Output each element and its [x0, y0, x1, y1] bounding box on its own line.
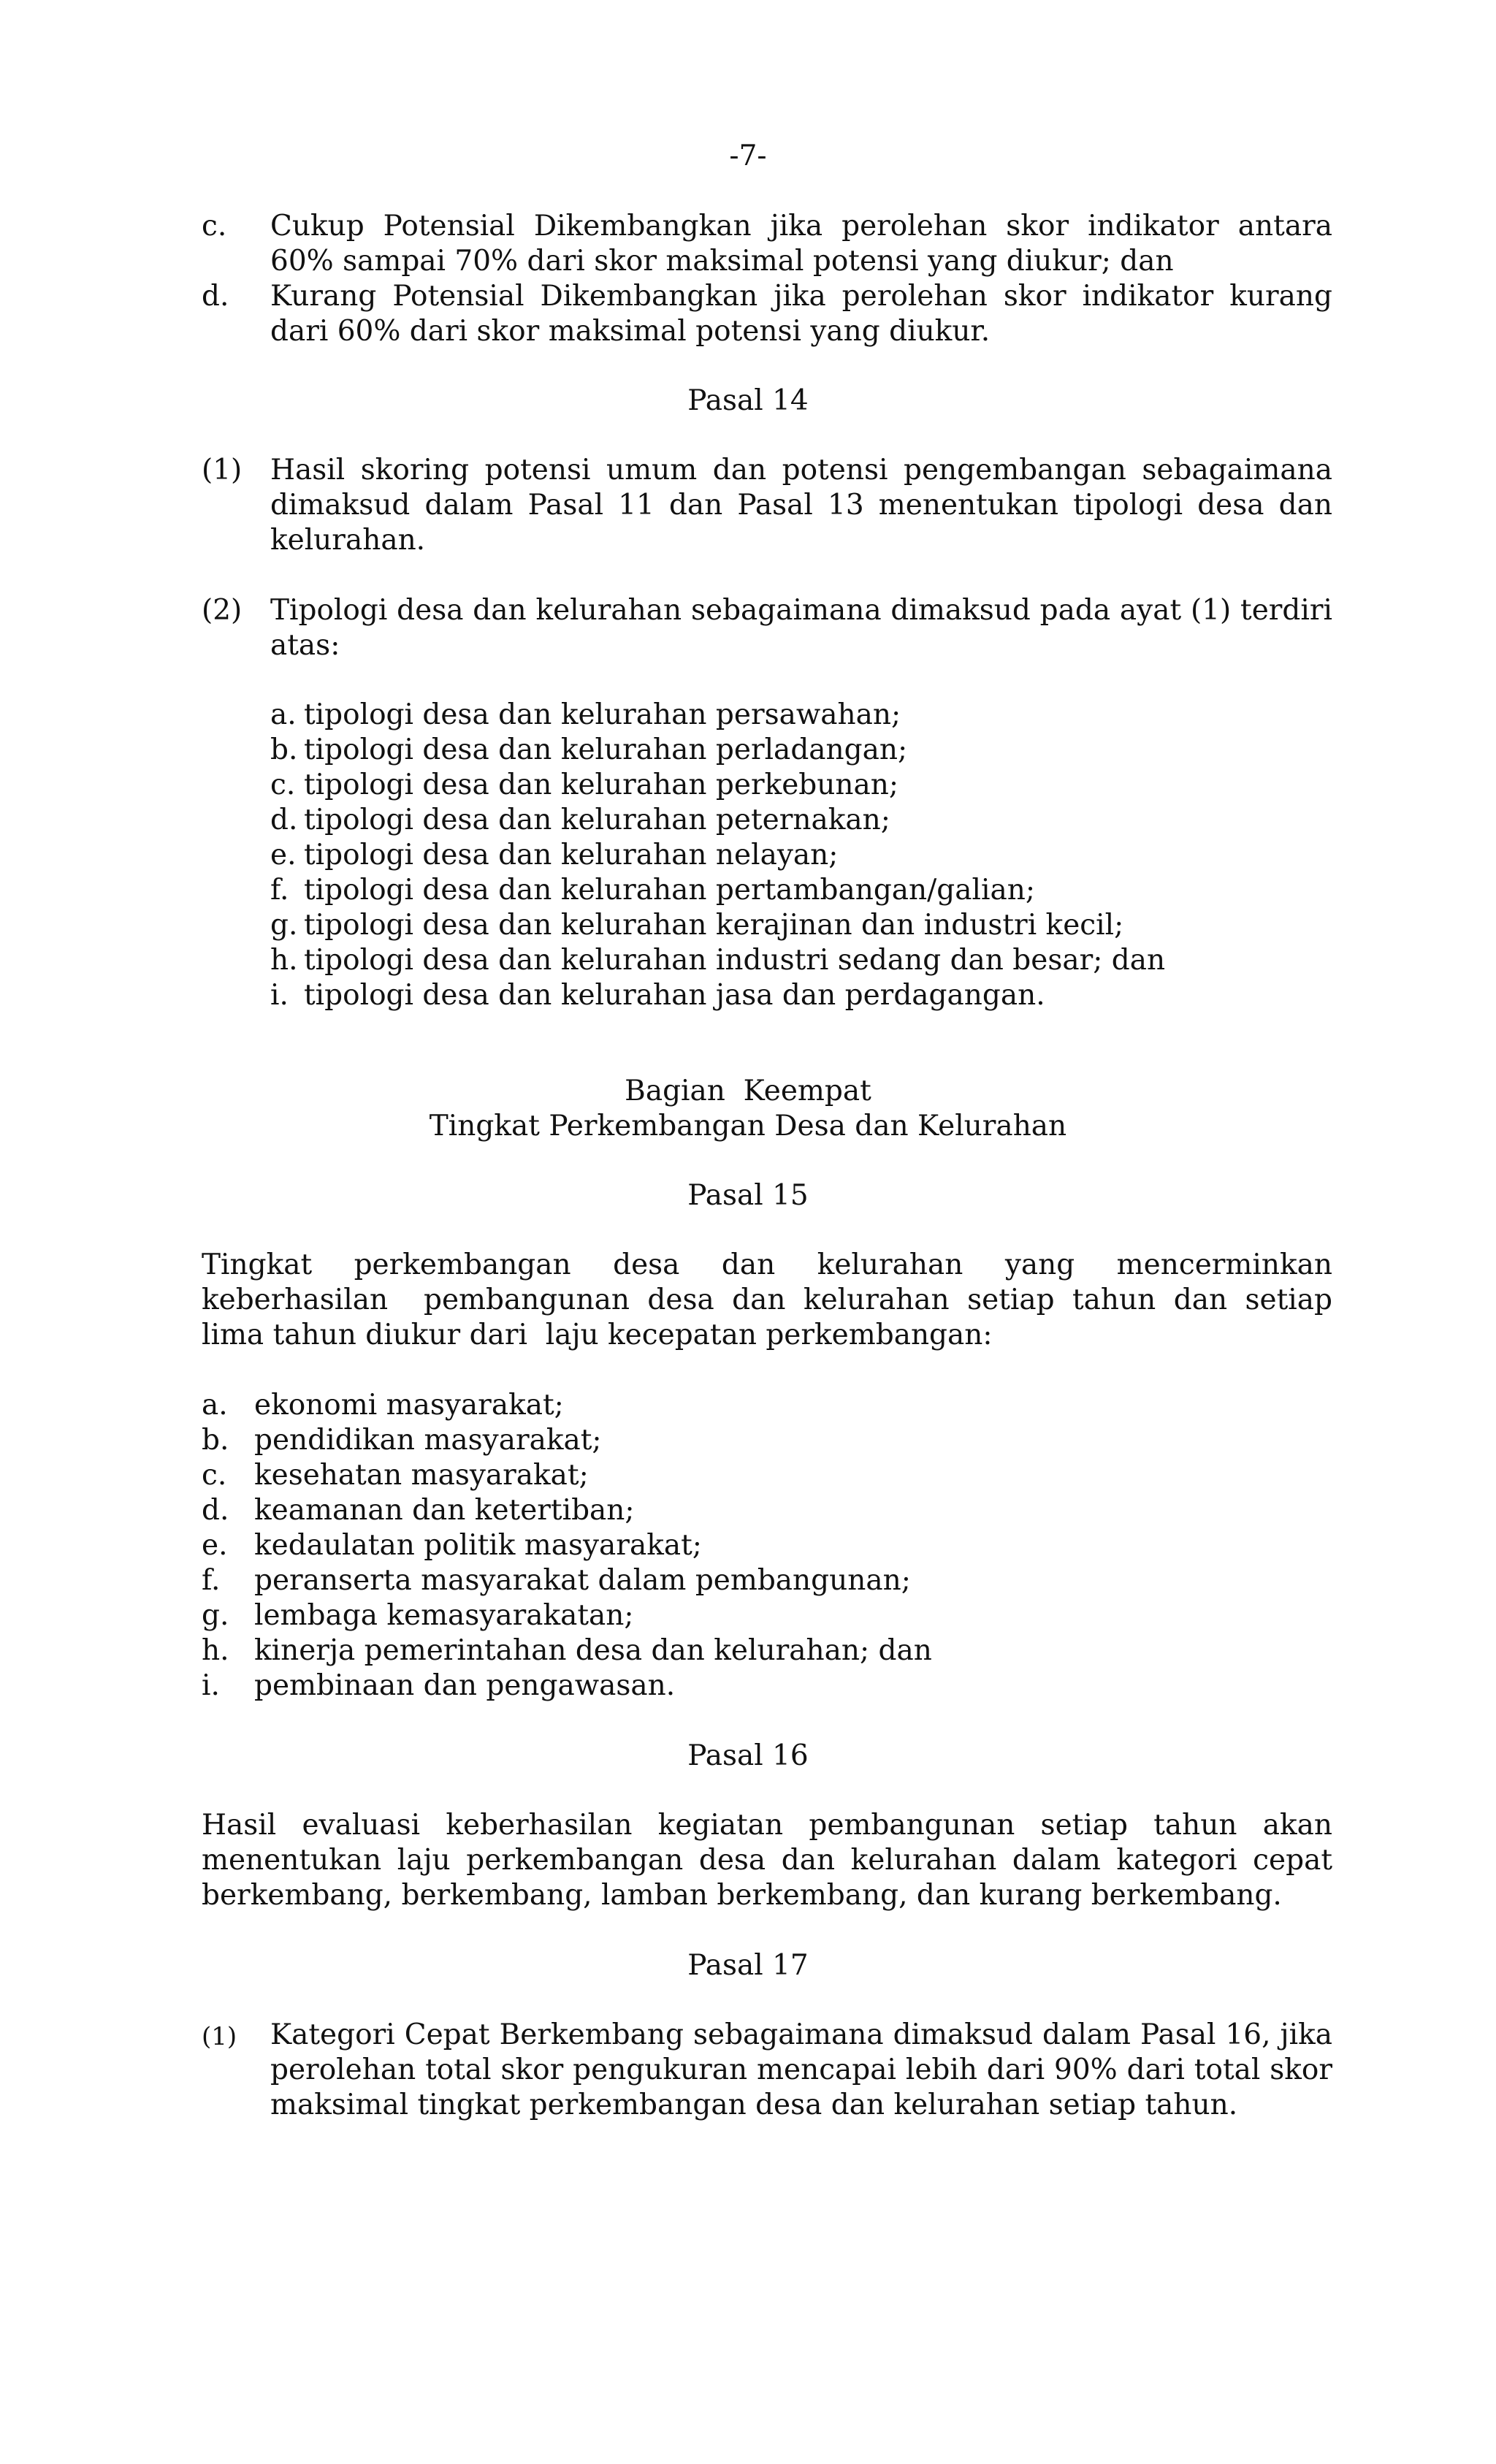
- section-heading: Pasal 15: [687, 1179, 809, 1212]
- list-item: tipologi desa dan kelurahan industri sedang dan besar; dan: [304, 944, 1166, 977]
- chapter-subtitle: Tingkat Perkembangan Desa dan Kelurahan: [429, 1110, 1067, 1143]
- paragraph-line: Hasil skoring potensi umum dan potensi pengembangan sebagaimana: [270, 454, 1332, 487]
- list-marker: c.: [202, 210, 227, 243]
- ayat-marker: (2): [202, 594, 243, 627]
- page-number: -7-: [729, 140, 767, 172]
- list-item-line: Kurang Potensial Dikembangkan jika perolehan skor indikator kurang: [270, 280, 1332, 313]
- list-marker: c.: [270, 768, 296, 801]
- list-item: kesehatan masyarakat;: [254, 1459, 589, 1492]
- list-item: tipologi desa dan kelurahan perkebunan;: [304, 768, 899, 801]
- list-marker: d.: [202, 1494, 229, 1527]
- list-marker: a.: [202, 1389, 228, 1422]
- list-item: kedaulatan politik masyarakat;: [254, 1529, 702, 1562]
- list-item: ekonomi masyarakat;: [254, 1389, 564, 1422]
- list-item: tipologi desa dan kelurahan kerajinan dan industri kecil;: [304, 909, 1124, 942]
- list-marker: i.: [202, 1669, 220, 1702]
- paragraph-line: atas:: [270, 629, 340, 662]
- section-heading: Pasal 14: [687, 384, 809, 417]
- list-item: keamanan dan ketertiban;: [254, 1494, 635, 1527]
- list-marker: e.: [202, 1529, 228, 1562]
- paragraph-line: Kategori Cepat Berkembang sebagaimana dimaksud dalam Pasal 16, jika: [270, 2018, 1332, 2051]
- paragraph-line: berkembang, berkembang, lamban berkembang, dan kurang berkembang.: [202, 1879, 1282, 1912]
- paragraph-line: dimaksud dalam Pasal 11 dan Pasal 13 menentukan tipologi desa dan: [270, 489, 1332, 522]
- list-marker: d.: [202, 280, 229, 313]
- list-marker: g.: [202, 1599, 229, 1632]
- list-marker: h.: [202, 1634, 229, 1667]
- list-item: pembinaan dan pengawasan.: [254, 1669, 676, 1702]
- list-item: tipologi desa dan kelurahan pertambangan/galian;: [304, 874, 1035, 907]
- list-item: peranserta masyarakat dalam pembangunan;: [254, 1564, 911, 1597]
- list-marker: a.: [270, 698, 297, 731]
- list-item: pendidikan masyarakat;: [254, 1424, 602, 1457]
- list-marker: g.: [270, 909, 298, 942]
- list-item: tipologi desa dan kelurahan nelayan;: [304, 839, 839, 871]
- list-marker: h.: [270, 944, 298, 977]
- list-item: tipologi desa dan kelurahan persawahan;: [304, 698, 901, 731]
- list-item: lembaga kemasyarakatan;: [254, 1599, 634, 1632]
- paragraph-line: perolehan total skor pengukuran mencapai lebih dari 90% dari total skor: [270, 2053, 1332, 2086]
- list-marker: f.: [202, 1564, 221, 1597]
- list-marker: e.: [270, 839, 297, 871]
- paragraph-line: maksimal tingkat perkembangan desa dan kelurahan setiap tahun.: [270, 2089, 1238, 2121]
- list-marker: b.: [270, 733, 298, 766]
- paragraph-line: lima tahun diukur dari laju kecepatan perkembangan:: [202, 1319, 993, 1351]
- list-marker: c.: [202, 1459, 227, 1492]
- paragraph-line: menentukan laju perkembangan desa dan kelurahan dalam kategori cepat: [202, 1844, 1332, 1877]
- chapter-title: Bagian Keempat: [625, 1075, 871, 1107]
- section-heading: Pasal 17: [687, 1949, 809, 1982]
- paragraph-line: Tipologi desa dan kelurahan sebagaimana dimaksud pada ayat (1) terdiri: [270, 594, 1332, 627]
- ayat-marker: (1): [202, 2022, 237, 2051]
- list-marker: d.: [270, 804, 298, 836]
- list-item: tipologi desa dan kelurahan peternakan;: [304, 804, 890, 836]
- list-item-line: Cukup Potensial Dikembangkan jika perolehan skor indikator antara: [270, 210, 1332, 243]
- list-item-line: dari 60% dari skor maksimal potensi yang diukur.: [270, 315, 991, 348]
- list-marker: b.: [202, 1424, 229, 1457]
- list-item: tipologi desa dan kelurahan perladangan;: [304, 733, 908, 766]
- paragraph-line: Tingkat perkembangan desa dan kelurahan yang mencerminkan: [202, 1248, 1332, 1281]
- paragraph-line: kelurahan.: [270, 524, 426, 557]
- paragraph-line: keberhasilan pembangunan desa dan kelurahan setiap tahun dan setiap: [202, 1284, 1332, 1316]
- paragraph-line: Hasil evaluasi keberhasilan kegiatan pembangunan setiap tahun akan: [202, 1809, 1332, 1842]
- list-item: tipologi desa dan kelurahan jasa dan perdagangan.: [304, 979, 1045, 1012]
- section-heading: Pasal 16: [687, 1739, 809, 1772]
- list-item-line: 60% sampai 70% dari skor maksimal potensi yang diukur; dan: [270, 245, 1174, 278]
- ayat-marker: (1): [202, 454, 243, 487]
- list-item: kinerja pemerintahan desa dan kelurahan; dan: [254, 1634, 932, 1667]
- list-marker: f.: [270, 874, 289, 907]
- list-marker: i.: [270, 979, 289, 1012]
